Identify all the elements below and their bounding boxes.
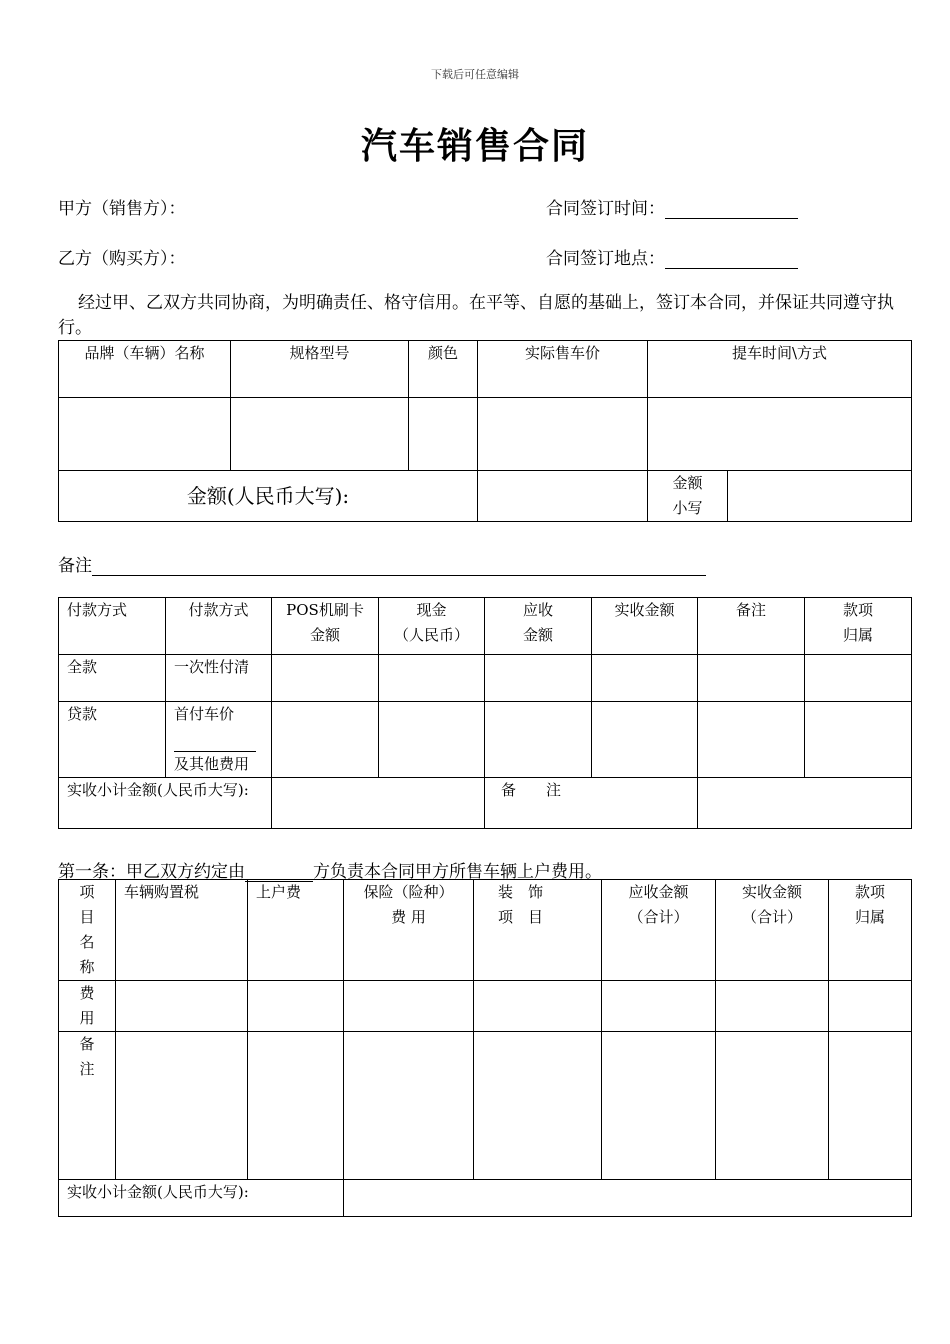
received-total-line-1: 实收金额 bbox=[741, 883, 802, 901]
amount-upper-value[interactable] bbox=[478, 471, 648, 522]
pay-header-receivable bbox=[485, 598, 592, 655]
table-cell[interactable] bbox=[379, 702, 485, 778]
pay-header-remark: 备注 bbox=[698, 598, 805, 655]
fee-subtotal-value[interactable] bbox=[344, 1180, 912, 1217]
row-loan-label: 贷款 bbox=[59, 702, 166, 778]
page-title: 汽车销售合同 bbox=[360, 125, 589, 167]
sign-time-label: 合同签订时间： bbox=[546, 199, 665, 219]
fee-belong-line-1: 款项 bbox=[854, 883, 885, 901]
loan-line-2: 及其他费用 bbox=[174, 755, 250, 773]
download-note: 下载后可任意编辑 bbox=[431, 68, 519, 81]
receivable-total-line-1: 应收金额 bbox=[628, 883, 689, 901]
table-cell[interactable] bbox=[474, 1032, 602, 1180]
table-cell[interactable] bbox=[829, 981, 912, 1032]
receivable-line-2: 金额 bbox=[522, 626, 553, 644]
fee-belong-line-2: 归属 bbox=[854, 908, 885, 926]
cell-pickup[interactable] bbox=[648, 398, 912, 471]
fee-label-char: 目 bbox=[79, 908, 95, 926]
loan-blank[interactable] bbox=[174, 739, 256, 752]
table-cell[interactable] bbox=[272, 702, 379, 778]
pos-line-2: 金额 bbox=[309, 626, 340, 644]
header-model: 规格型号 bbox=[231, 341, 409, 398]
fee-header-insurance bbox=[344, 880, 474, 981]
header-price: 实际售车价 bbox=[478, 341, 648, 398]
row-loan-method bbox=[166, 702, 272, 778]
table-cell[interactable] bbox=[805, 655, 912, 702]
table-cell[interactable] bbox=[485, 702, 592, 778]
intro-paragraph: 经过甲、乙双方共同协商，为明确责任、格守信用。在平等、自愿的基础上，签订本合同，并保证共同遵守执行。 bbox=[58, 293, 894, 338]
amount-upper-label: 金额(人民币大写): bbox=[59, 471, 478, 522]
pay-header-received: 实收金额 bbox=[592, 598, 698, 655]
decoration-line-2: 项 目 bbox=[498, 908, 544, 926]
table-cell[interactable] bbox=[829, 1032, 912, 1180]
receivable-line-1: 应收 bbox=[522, 601, 553, 619]
fee-header-receivable bbox=[602, 880, 716, 981]
table-cell[interactable] bbox=[344, 981, 474, 1032]
article-1-suffix: 方负责本合同甲方所售车辆上户费用。 bbox=[313, 862, 602, 882]
fee-row-label-name bbox=[59, 880, 116, 981]
fee-row-label-remark bbox=[59, 1032, 116, 1180]
table-cell[interactable] bbox=[474, 981, 602, 1032]
receivable-total-line-2: （合计） bbox=[628, 908, 689, 926]
table-cell[interactable] bbox=[602, 1032, 716, 1180]
table-cell[interactable] bbox=[116, 1032, 248, 1180]
fee-table bbox=[58, 879, 912, 1217]
table-cell[interactable] bbox=[485, 655, 592, 702]
fee-label-char: 称 bbox=[79, 958, 95, 976]
amount-lower-label bbox=[648, 471, 728, 522]
pay-header-belong bbox=[805, 598, 912, 655]
pay-header-pos bbox=[272, 598, 379, 655]
table-cell[interactable] bbox=[698, 655, 805, 702]
pay-subtotal-value[interactable] bbox=[272, 778, 485, 829]
pay-remark-value[interactable] bbox=[698, 778, 912, 829]
sign-time-field bbox=[546, 194, 798, 219]
fee-header-registration: 上户费 bbox=[248, 880, 344, 981]
loan-line-1: 首付车价 bbox=[174, 705, 235, 723]
amount-lower-label-2: 小写 bbox=[672, 499, 703, 517]
decoration-line-1: 装 饰 bbox=[498, 883, 544, 901]
cash-line-1: 现金 bbox=[416, 601, 447, 619]
pos-line-1: POS机刷卡 bbox=[286, 601, 364, 619]
cell-model[interactable] bbox=[231, 398, 409, 471]
sign-place-label: 合同签订地点： bbox=[546, 249, 665, 269]
pay-header-method: 付款方式 bbox=[59, 598, 166, 655]
row-full-label: 全款 bbox=[59, 655, 166, 702]
table-cell[interactable] bbox=[716, 1032, 829, 1180]
sign-time-blank[interactable] bbox=[665, 202, 798, 219]
table-cell[interactable] bbox=[379, 655, 485, 702]
cell-price[interactable] bbox=[478, 398, 648, 471]
cash-line-2: （人民币） bbox=[393, 626, 469, 644]
fee-char: 费 bbox=[79, 984, 95, 1002]
amount-lower-value[interactable] bbox=[728, 471, 912, 522]
received-total-line-2: （合计） bbox=[741, 908, 802, 926]
header-color: 颜色 bbox=[409, 341, 478, 398]
belong-line-2: 归属 bbox=[842, 626, 873, 644]
table-cell[interactable] bbox=[592, 702, 698, 778]
fee-row-label-fee bbox=[59, 981, 116, 1032]
table-cell[interactable] bbox=[716, 981, 829, 1032]
article-1-prefix: 第一条：甲乙双方约定由 bbox=[58, 862, 245, 882]
vehicle-table bbox=[58, 340, 912, 522]
sign-place-field bbox=[546, 244, 798, 269]
insurance-line-2: 费 用 bbox=[391, 908, 426, 926]
pay-header-method-2: 付款方式 bbox=[166, 598, 272, 655]
table-cell[interactable] bbox=[602, 981, 716, 1032]
amount-lower-label-1: 金额 bbox=[672, 474, 703, 492]
sign-place-blank[interactable] bbox=[665, 252, 798, 269]
fee-header-decoration bbox=[474, 880, 602, 981]
header-brand: 品牌（车辆）名称 bbox=[59, 341, 231, 398]
table-cell[interactable] bbox=[592, 655, 698, 702]
cell-color[interactable] bbox=[409, 398, 478, 471]
cell-brand[interactable] bbox=[59, 398, 231, 471]
fee-header-received bbox=[716, 880, 829, 981]
belong-line-1: 款项 bbox=[842, 601, 873, 619]
row-full-method: 一次性付清 bbox=[166, 655, 272, 702]
fee-subtotal-label: 实收小计金额(人民币大写): bbox=[59, 1180, 344, 1217]
party-a-label: 甲方（销售方）： bbox=[58, 199, 186, 219]
party-b-label: 乙方（购买方）： bbox=[58, 249, 186, 269]
pay-remark-label: 备 注 bbox=[485, 778, 698, 829]
payment-table bbox=[58, 597, 912, 829]
fee-label-char: 名 bbox=[79, 933, 95, 951]
remark-char: 备 bbox=[79, 1035, 95, 1053]
remark-char: 注 bbox=[79, 1060, 95, 1078]
table-cell[interactable] bbox=[805, 702, 912, 778]
table-cell[interactable] bbox=[698, 702, 805, 778]
remark-line bbox=[58, 551, 706, 576]
remark-blank[interactable] bbox=[92, 559, 706, 576]
fee-char: 用 bbox=[79, 1009, 95, 1027]
pay-subtotal-label: 实收小计金额(人民币大写): bbox=[59, 778, 272, 829]
table-cell[interactable] bbox=[272, 655, 379, 702]
fee-label-char: 项 bbox=[79, 883, 95, 901]
fee-header-purchase-tax: 车辆购置税 bbox=[116, 880, 248, 981]
table-cell[interactable] bbox=[248, 981, 344, 1032]
table-cell[interactable] bbox=[344, 1032, 474, 1180]
table-cell[interactable] bbox=[116, 981, 248, 1032]
header-pickup: 提车时间\方式 bbox=[648, 341, 912, 398]
insurance-line-1: 保险（险种） bbox=[363, 883, 454, 901]
table-cell[interactable] bbox=[248, 1032, 344, 1180]
fee-header-belong bbox=[829, 880, 912, 981]
remark-label: 备注 bbox=[58, 556, 92, 576]
pay-header-cash bbox=[379, 598, 485, 655]
